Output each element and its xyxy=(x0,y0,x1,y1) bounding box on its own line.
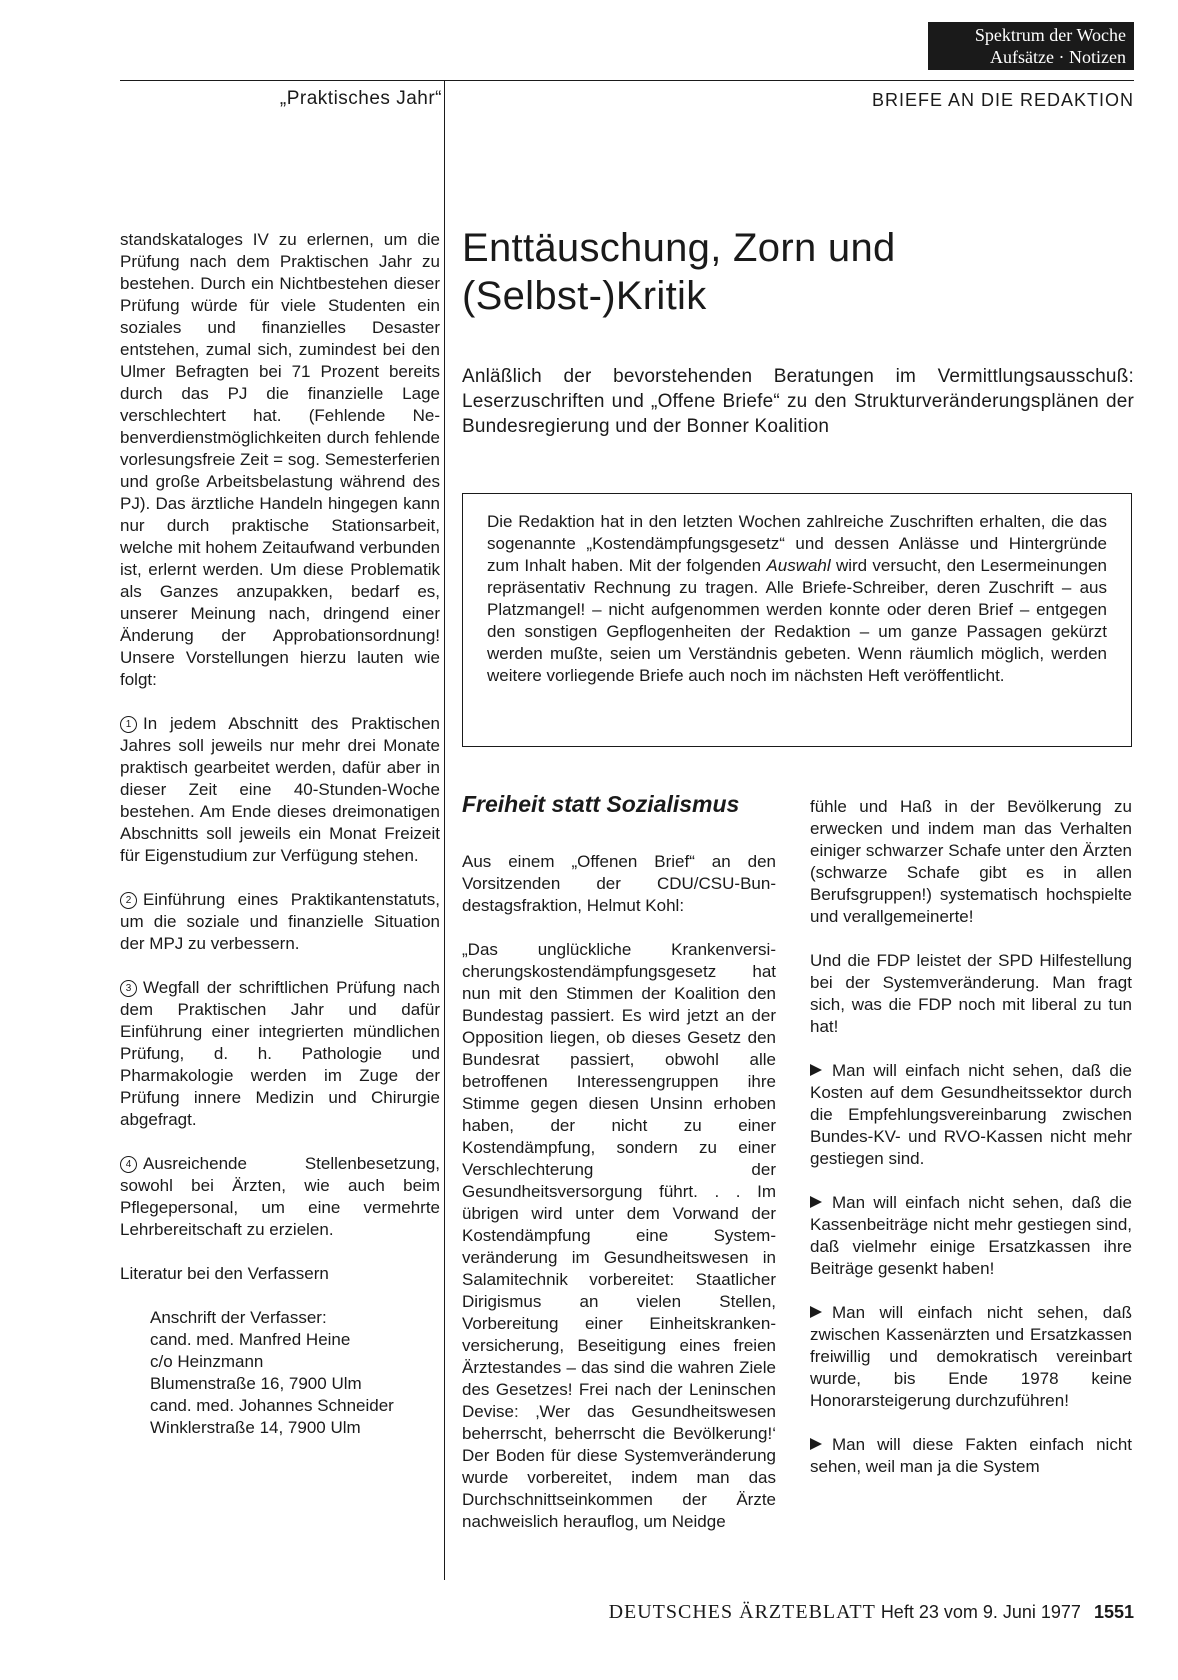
bullet-paragraph: Man will einfach nicht sehen, daß zwischen Kassenärzten und Ersatzkassen freiwillig und demokratisch vereinbart wurde, bis Ende 1978 keine Honorarsteigerung durchzuführen! xyxy=(810,1303,1132,1410)
circled-number: 3 xyxy=(120,980,137,997)
middle-column xyxy=(462,851,776,1533)
triangle-bullet-icon xyxy=(810,1064,822,1076)
section-badge-line2: Aufsätze · Notizen xyxy=(990,47,1126,67)
author-address: Anschrift der Verfasser: cand. med. Manfred Heine c/o Heinzmann Blumenstraße 16, 7900 Ulm cand. med. Johannes Schneider Winklerstraße 14, 7900 Ulm xyxy=(150,1308,394,1437)
bullet-paragraph: Man will diese Fakten einfach nicht sehen, weil man ja die System xyxy=(810,1435,1132,1476)
literature-note: Literatur bei den Verfassern xyxy=(120,1264,329,1283)
letter-fdp-paragraph: Und die FDP leistet der SPD Hilfestellung bei der Systemveränderung. Man fragt sich, was die FDP noch mit liberal zu tun hat! xyxy=(810,951,1132,1036)
journal-name: DEUTSCHES ÄRZTEBLATT xyxy=(608,1601,876,1623)
triangle-bullet-icon xyxy=(810,1196,822,1208)
page-footer xyxy=(470,1600,1134,1624)
point-paragraph: 1 In jedem Abschnitt des Praktischen Jahres soll jeweils nur mehr drei Monate praktisch gearbeitet werden, dafür aber in dieser Zeit eine 40-Stunden-Woche bestehen. Am Ende dieses dreimonatigen Abschnitts soll jeweils ein Monat Freizeit für Eigenstudium zur Verfügung stehen. xyxy=(120,714,440,865)
right-column xyxy=(810,796,1132,1478)
point-paragraph: 2 Einführung eines Praktikantenstatuts, um die soziale und finanzielle Situation der MPJ zu verbessern. xyxy=(120,890,440,953)
editorial-note-box: Die Redaktion hat in den letzten Wochen zahlreiche Zuschriften erhalten, die das sogenannte „Kostendämpfungsgesetz“ und dessen Anlässe und Hintergründe zum Inhalt haben. Mit der folgenden Auswahl wird versucht, den Lesermeinungen repräsentativ Rechnung zu tragen. Alle Briefe-Schreiber, deren Zuschrift – aus Platzmangel! – nicht aufgenommen werden konnte oder deren Brief – entgegen den sonstigen Gepflogenheiten der Redaktion – um ganze Passagen gekürzt werden mußte, seien um Verständnis gebeten. Wenn räumlich möglich, werden weitere vorliegende Briefe auch noch im nächsten Heft veröffentlicht. xyxy=(462,493,1132,747)
header-rule xyxy=(120,80,1134,81)
letter-continuation: fühle und Haß in der Bevölkerung zu erwecken und indem man das Verhalten einiger schwarzer Schafe unter den Ärzten (schwarze Schafe gibt es in allen Berufsgruppen!) systematisch hochspielte und verallgemeinerte! xyxy=(810,797,1132,926)
section-badge xyxy=(928,22,1134,70)
point-paragraph: 4 Ausreichende Stellenbesetzung, sowohl bei Ärzten, wie auch beim Pflegepersonal, um eine vermehrte Lehrbereitschaft zu erzielen. xyxy=(120,1154,440,1239)
circled-number: 2 xyxy=(120,892,137,909)
bullet-paragraph: Man will einfach nicht sehen, daß die Kassenbeiträge nicht mehr gestiegen sind, daß vielmehr einige Ersatzkassen ihre Beiträge gesenkt haben! xyxy=(810,1193,1132,1278)
left-column xyxy=(120,229,440,1439)
point-paragraph: 3 Wegfall der schriftlichen Prüfung nach dem Praktischen Jahr und dafür Einführung einer integrierten mündlichen Prüfung, d. h. Pathologie und Pharmakologie werden im Zuge der Prüfung innere Medizin und Chirurgie abgefragt. xyxy=(120,978,440,1129)
left-kicker: „Praktisches Jahr“ xyxy=(279,88,442,109)
letter-body: „Das unglückliche Krankenversicherungskostendämpfungsgesetz hat nun mit den Stimmen der Koalition den Bundestag passiert. Es wird jetzt an der Opposition liegen, ob dieses Gesetz den Bundesrat passiert, obwohl alle betroffenen Interessengruppen ihre Stimme gegen diesen Unsinn erhoben haben, der nicht zu einer Kostendämpfung, sondern zu einer Verschlechterung der Gesundheitsversorgung führt. . . Im übrigen wird unter dem Vorwand der Kostendämpfung eine Systemveränderung im Gesundheitswesen in Salamitechnik vorbereitet: Staatlicher Dirigismus an vielen Stellen, Vorbereitung einer Einheitskrankenversicherung, Beseitigung eines freien Ärztestandes – das sind die wahren Ziele des Gesetzes! Frei nach der Leninschen Devise: ‚Wer das Gesundheitswesen beherrscht, beherrscht die Bevölkerung!‘ Der Boden für diese Systemveränderung wurde vorbereitet, indem man das Durchschnittseinkommen der Ärzte nachweislich herauflog, um Neidge xyxy=(462,940,776,1531)
right-kicker: BRIEFE AN DIE REDAKTION xyxy=(871,90,1134,110)
column-divider xyxy=(444,80,445,1580)
left-intro-paragraph: standskataloges IV zu erlernen, um die Prüfung nach dem Praktischen Jahr zu bestehen. Durch ein Nichtbestehen dieser Prüfung würde für viele Studenten ein soziales und finanzielles Desaster entstehen, zumal sich, zumindest bei den Ulmer Befragten bei 71 Prozent bereits durch das PJ die finanzielle Lage verschlechtert hat. (Fehlende Nebenverdienstmöglichkeiten durch fehlende vorlesungsfreie Zeit = sog. Semesterferien und große Arbeitsbelastung während des PJ). Das ärztliche Handeln hingegen kann nur durch praktische Stationsarbeit, welche mit hohem Zeitaufwand verbunden ist, erlernt werden. Um diese Problematik als Ganzes anzupakken, bedarf es, unserer Meinung nach, dringend einer Änderung der Approbationsordnung! Unsere Vorstellungen hierzu lauten wie folgt: xyxy=(120,230,440,689)
emphasis-word: Auswahl xyxy=(766,556,831,575)
triangle-bullet-icon xyxy=(810,1438,822,1450)
article-lede: Anläßlich der bevorstehenden Beratungen im Vermittlungsausschuß: Leserzuschriften und „Offene Briefe“ zu den Strukturveränderungsplänen der Bundesregierung und der Bonner Koalition xyxy=(462,366,1134,437)
letter-title: Freiheit statt Sozialismus xyxy=(462,791,740,817)
triangle-bullet-icon xyxy=(810,1306,822,1318)
section-badge-line1: Spektrum der Woche xyxy=(974,25,1126,45)
bullet-paragraph: Man will einfach nicht sehen, daß die Kosten auf dem Gesundheitssektor durch die Empfehlungsvereinbarung zwischen Bundes-KV- und RVO-Kassen nicht mehr gestiegen sind. xyxy=(810,1061,1132,1168)
article-headline: Enttäuschung, Zorn und (Selbst-)Kritik xyxy=(462,226,896,318)
page-number: 1551 xyxy=(1093,1602,1134,1622)
circled-number: 4 xyxy=(120,1156,137,1173)
issue-info: Heft 23 vom 9. Juni 1977 xyxy=(880,1602,1081,1622)
letter-intro: Aus einem „Offenen Brief“ an den Vorsitzenden der CDU/CSU-Bundestagsfraktion, Helmut Kohl: xyxy=(462,852,776,915)
circled-number: 1 xyxy=(120,716,137,733)
